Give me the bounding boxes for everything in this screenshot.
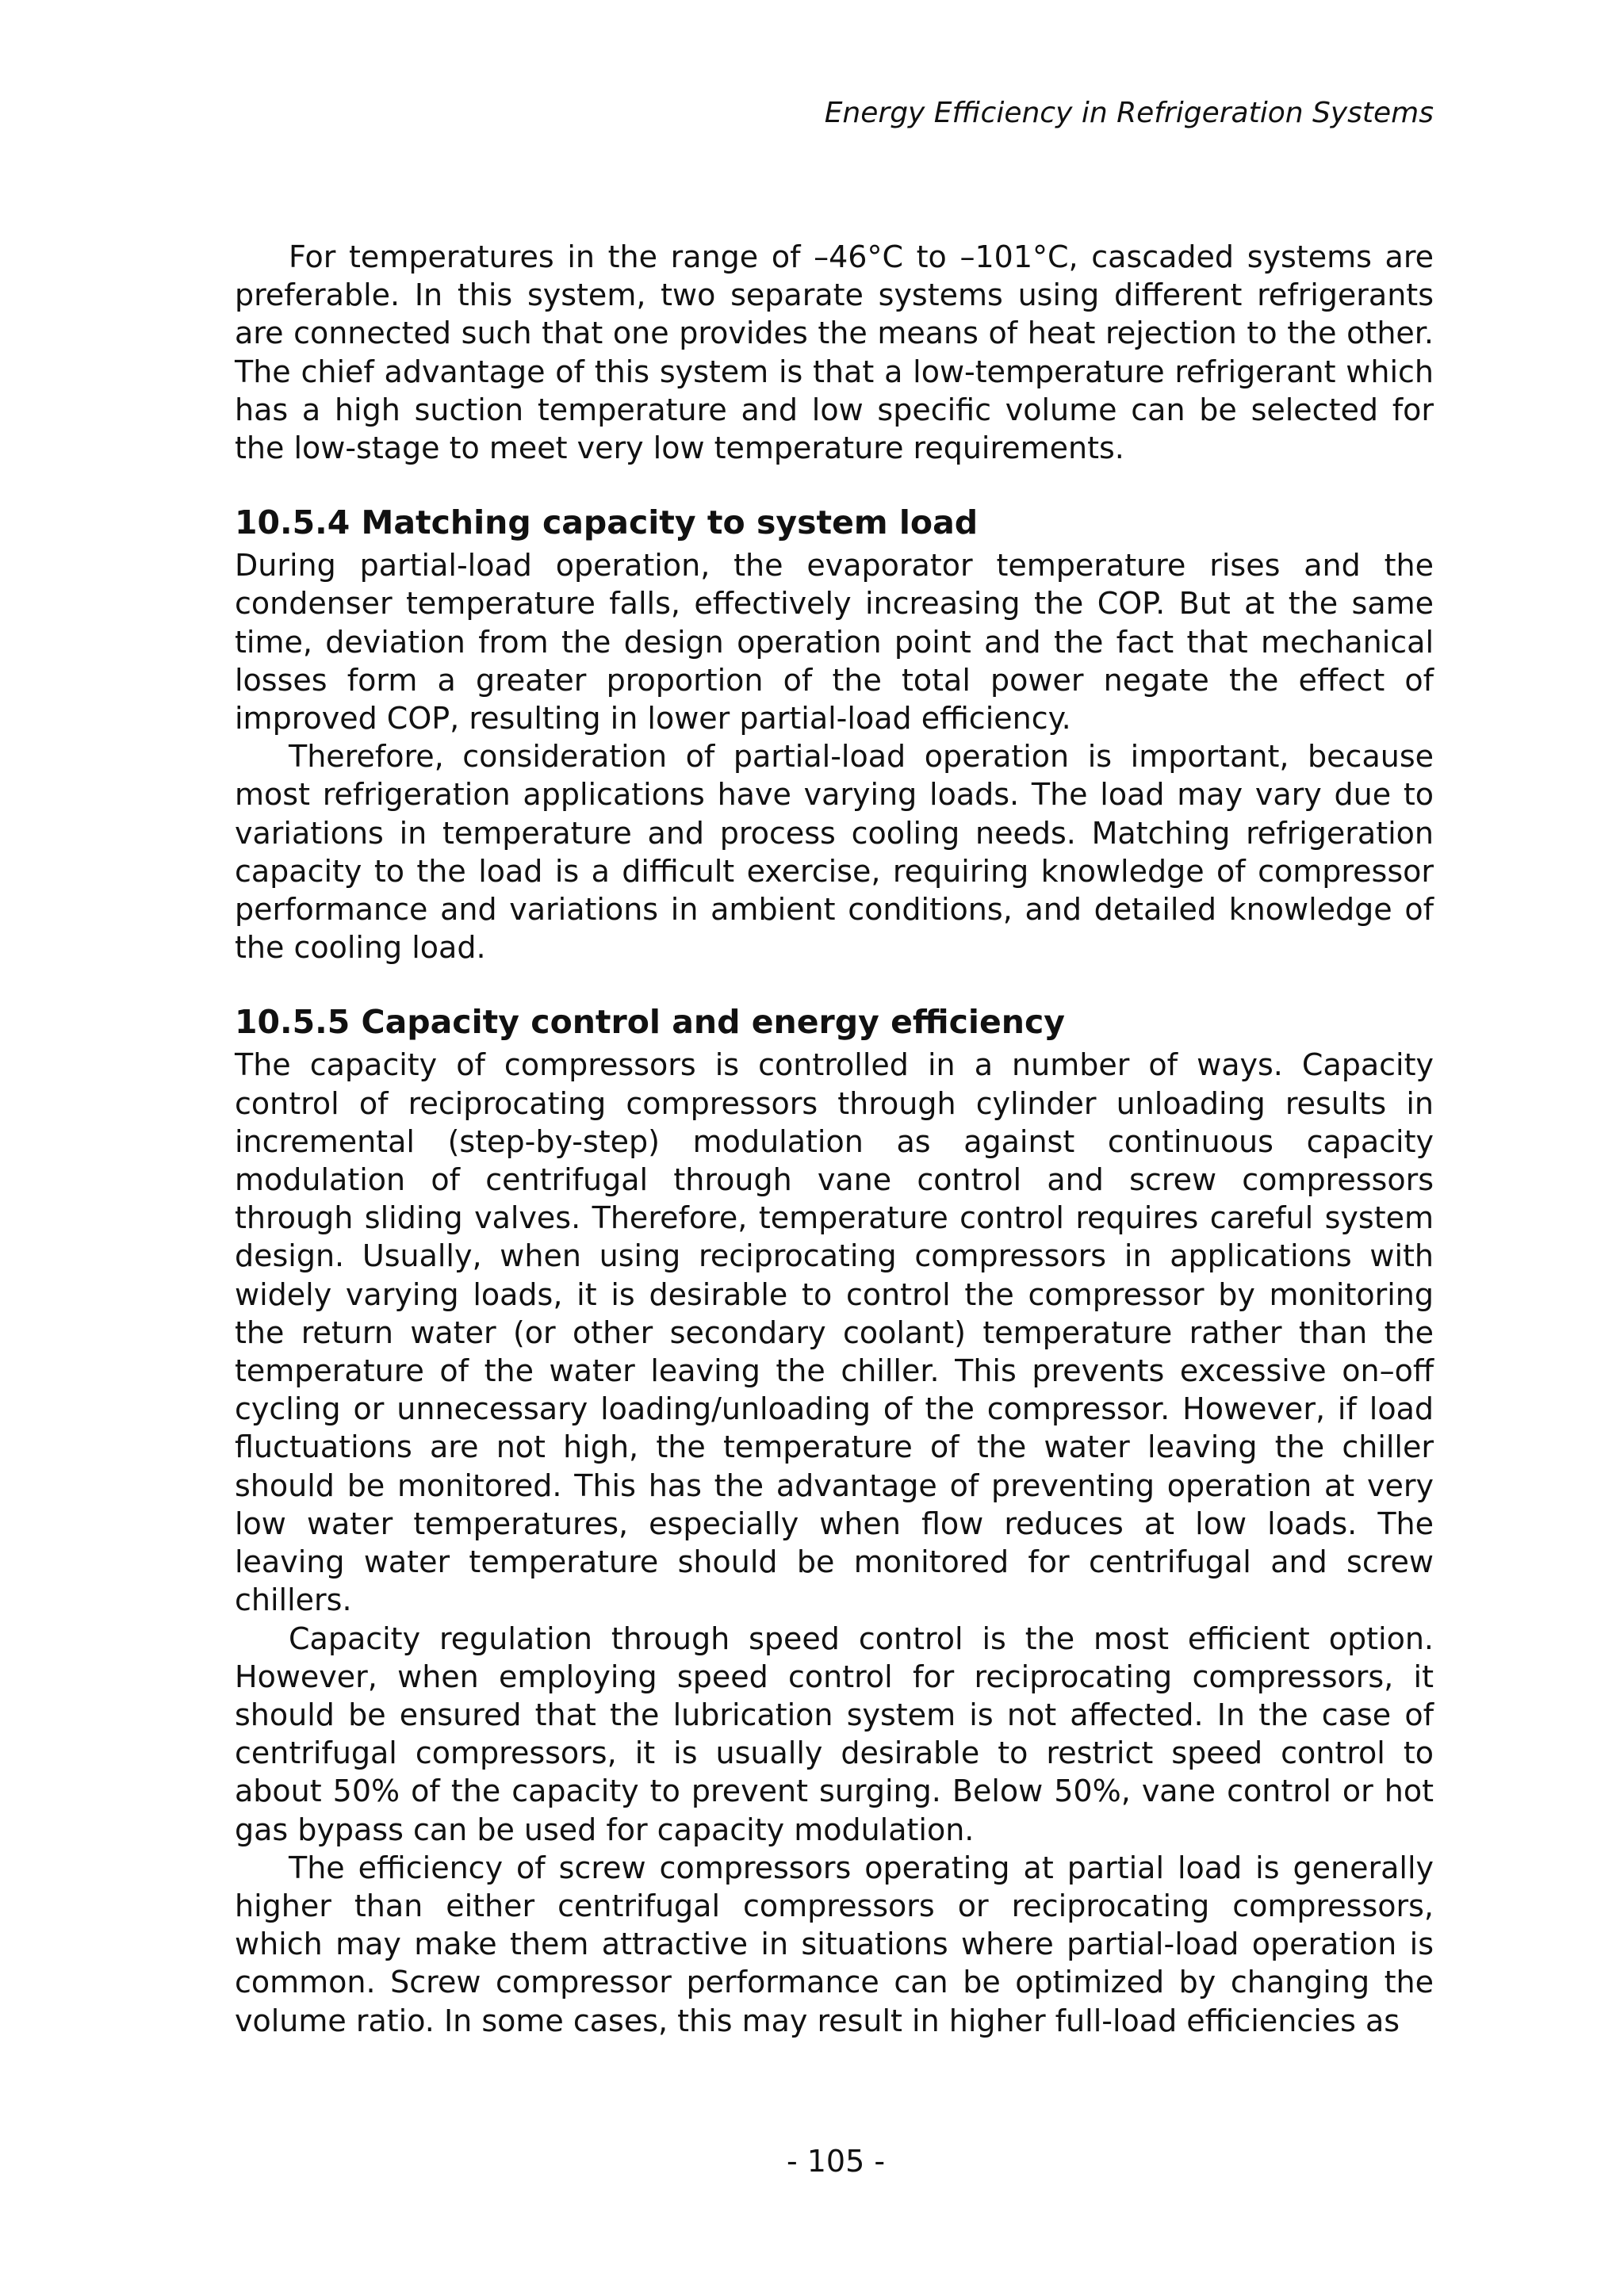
paragraph-10-5-5-2: Capacity regulation through speed control is the most efficient option. However, when employing speed control for reciprocating compressors, it should be ensured that the lubrication system is not affected. In the case of centrifugal compressors, it is usually desirable to restrict speed control to about 50% of the capacity to prevent surging. Below 50%, vane control or hot gas bypass can be used for capacity modulation. [235,1621,1434,1847]
intro-paragraph: For temperatures in the range of –46°C to –101°C, cascaded systems are preferable. In this system, two separate systems using different refrigerants are connected such that one provides the means of heat rejection to the other. The chief advantage of this system is that a low-temperature refrigerant which has a high suction temperature and low specific volume can be selected for the low-stage to meet very low temperature requirements. [235,239,1434,466]
section-spacer [235,467,1434,499]
paragraph-10-5-4-2: Therefore, consideration of partial-load operation is important, because most refrigeration applications have varying loads. The load may vary due to variations in temperature and process cooling needs. Matching refrigeration capacity to the load is a difficult exercise, requiring knowledge of compressor performance and variations in ambient conditions, and detailed knowledge of the cooling load. [235,739,1434,966]
section-heading-10-5-5: 10.5.5 Capacity control and energy efficiency [235,1003,1066,1042]
paragraph-10-5-4-1: During partial-load operation, the evaporator temperature rises and the condenser temperature falls, effectively increasing the COP. But at the same time, deviation from the design operation point and the fact that mechanical losses form a greater proportion of the total power negate the effect of improved COP, resulting in lower partial-load efficiency. [235,548,1434,737]
running-header: Energy Efficiency in Refrigeration Systems [824,97,1434,129]
paragraph-10-5-5-1: The capacity of compressors is controlled in a number of ways. Capacity control of reciprocating compressors through cylinder unloading results in incremental (step-by-step) modulation as against continuous capacity modulation of centrifugal through vane control and screw compressors through sliding valves. Therefore, temperature control requires careful system design. Usually, when using reciprocating compressors in applications with widely varying loads, it is desirable to control the compressor by monitoring the return water (or other secondary coolant) temperature rather than the temperature of the water leaving the chiller. This prevents excessive on–off cycling or unnecessary loading/unloading of the compressor. However, if load fluctuations are not high, the temperature of the water leaving the chiller should be monitored. This has the advantage of preventing operation at very low water temperatures, especially when flow reduces at low loads. The leaving water temperature should be monitored for centrifugal and screw chillers. [235,1047,1434,1618]
page-body [235,238,1434,2040]
page-number: - 105 - [786,2144,886,2179]
paragraph-10-5-5-3: The efficiency of screw compressors operating at partial load is generally higher than either centrifugal compressors or reciprocating compressors, which may make them attractive in situations where partial-load operation is common. Screw compressor performance can be optimized by changing the volume ratio. In some cases, this may result in higher full-load efficiencies as [235,1850,1434,2038]
section-heading-10-5-4: 10.5.4 Matching capacity to system load [235,503,979,542]
section-spacer [235,966,1434,998]
